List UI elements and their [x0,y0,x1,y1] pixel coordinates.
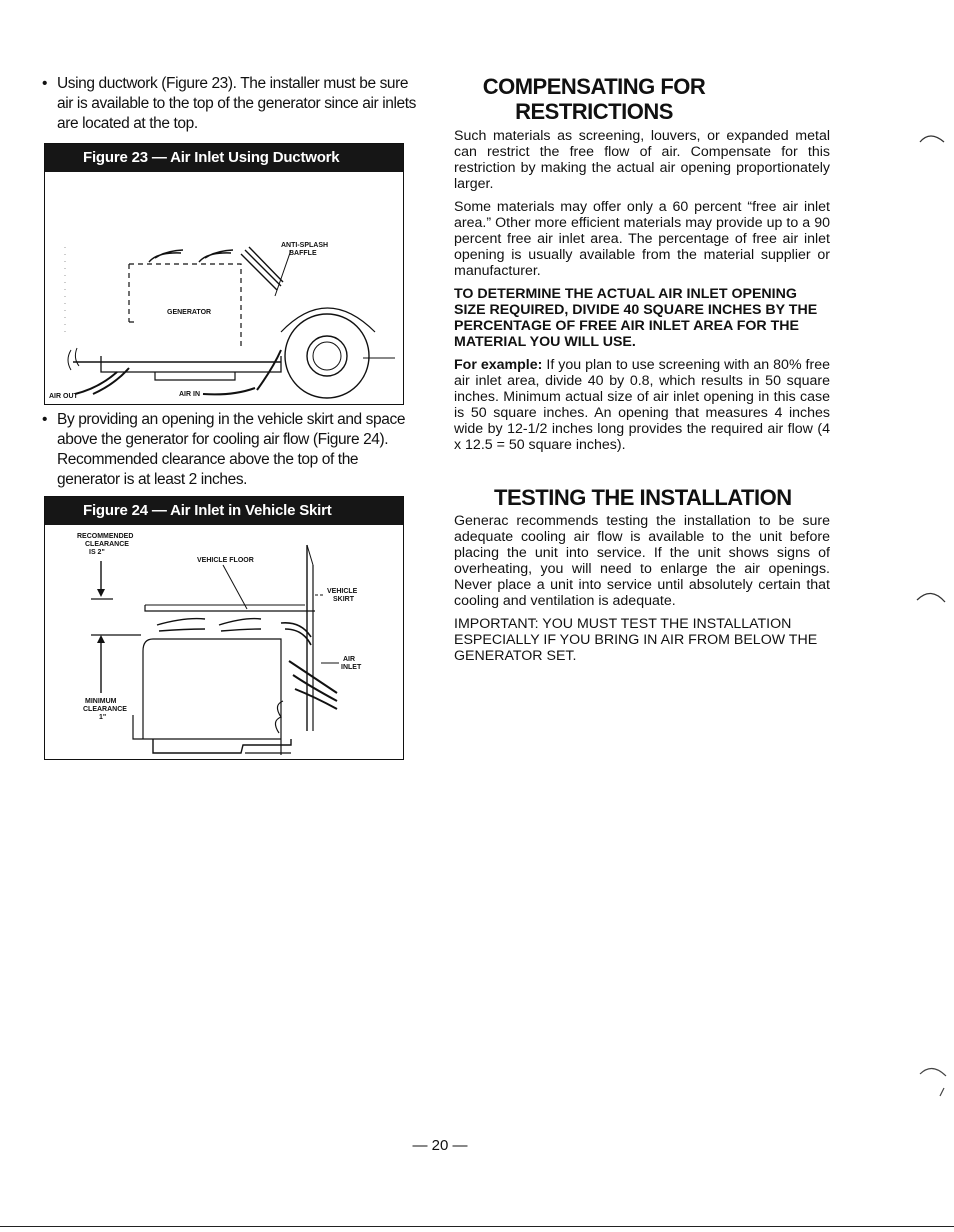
label-baffle: BAFFLE [289,250,317,257]
bullet-ductwork-text: Using ductwork (Figure 23). The installer must be sure air is available to the top of the generator since air inlets are located at the top. [57,75,417,132]
right-column-testing [454,485,830,671]
para-determine: TO DETERMINE THE ACTUAL AIR INLET OPENING SIZE REQUIRED, DIVIDE 40 SQUARE INCHES BY THE PERCENTAGE OF FREE AIR INLET AREA FOR THE MATERIAL YOU WILL USE. [454,286,818,350]
bottom-rule [0,1226,954,1227]
label-anti-splash: ANTI-SPLASH [281,242,329,249]
label-is-2: IS 2" [89,549,105,556]
example-lead: For example: [454,357,543,373]
label-inlet: INLET [341,664,362,671]
left-column [40,74,420,134]
margin-mark [918,128,948,148]
label-min-clearance: CLEARANCE [83,706,127,713]
figure-24-diagram [45,525,402,758]
baffle-lines [241,247,283,290]
figure-24 [44,496,404,760]
bullet-ductwork: • Using ductwork (Figure 23). The installer must be sure air is available to the top of the generator since air inlets are located at the top. [42,75,417,132]
page-number: — 20 — [412,1137,468,1154]
margin-mark [915,584,949,606]
label-clearance: CLEARANCE [85,541,129,548]
para-free-air: Some materials may offer only a 60 percent “free air inlet area.” Other more efficient materials may provide up to a 90 percent free air inlet area. The percentage of free air inlet opening is usually available from the material supplier or manufacturer. [454,199,830,279]
air-arrow-icon [219,619,261,631]
right-column [454,74,830,460]
figure-23-diagram [45,172,402,403]
label-minimum: MINIMUM [85,698,117,705]
left-column-lower [40,410,420,490]
heading-testing: TESTING THE INSTALLATION [494,485,792,510]
wheel-icon [285,314,369,398]
margin-mark [918,1058,950,1098]
label-recommended: RECOMMENDED [77,533,134,540]
air-arrow-icon [149,250,183,262]
label-generator: GENERATOR [167,309,212,316]
figure-23-title: Figure 23 — Air Inlet Using Ductwork [45,144,403,172]
duct-outline [129,264,241,350]
figure-23 [44,143,404,405]
label-air: AIR [343,656,356,663]
para-restriction: Such materials as screening, louvers, or expanded metal can restrict the free flow of air. Compensate for this restriction by making the actual air opening proportionately larger. [454,128,830,192]
air-arrow-icon [157,619,205,631]
bullet-vehicle-skirt: • By providing an opening in the vehicle skirt and space above the generator for cooling air flow (Figure 24). Recommended clearance above the top of the generator is at least 2 inches. [42,411,406,488]
para-testing: Generac recommends testing the installation to be sure adequate cooling air flow is available to the unit before placing the unit into service. If the unit shows signs of overheating, you will need to enlarge the air openings. Never place a unit into service until absolutely certain that cooling and ventilation is adequate. [454,513,830,609]
example-text: If you plan to use screening with an 80% free air inlet area, divide 40 by 0.8, which results in 50 square inches. Minimum actual size of air inlet opening in this case is 50 square inches. An opening that measures 4 inches wide by 12-1/2 inches long provides the required air flow (4 x 12.5 = 50 square inches). [454,357,831,453]
label-vehicle-floor: VEHICLE FLOOR [197,557,254,564]
figure-24-title: Figure 24 — Air Inlet in Vehicle Skirt [45,497,403,525]
para-important: IMPORTANT: YOU MUST TEST THE INSTALLATION ESPECIALLY IF YOU BRING IN AIR FROM BELOW THE GENERATOR SET. [454,616,818,664]
generator-body [133,639,281,755]
air-arrow-icon [199,250,233,262]
heading-compensating: COMPENSATING FOR RESTRICTIONS [482,74,706,124]
label-vehicle: VEHICLE [327,588,358,595]
label-1-inch: 1" [99,714,107,721]
bullet-vehicle-skirt-text: By providing an opening in the vehicle skirt and space above the generator for cooling air flow (Figure 24). Recommended clearance above the top of the generator is at least 2 inches. [57,411,406,488]
para-example [454,357,830,453]
label-air-out: AIR OUT [49,393,78,400]
label-air-in: AIR IN [179,391,200,398]
label-skirt: SKIRT [333,596,354,603]
